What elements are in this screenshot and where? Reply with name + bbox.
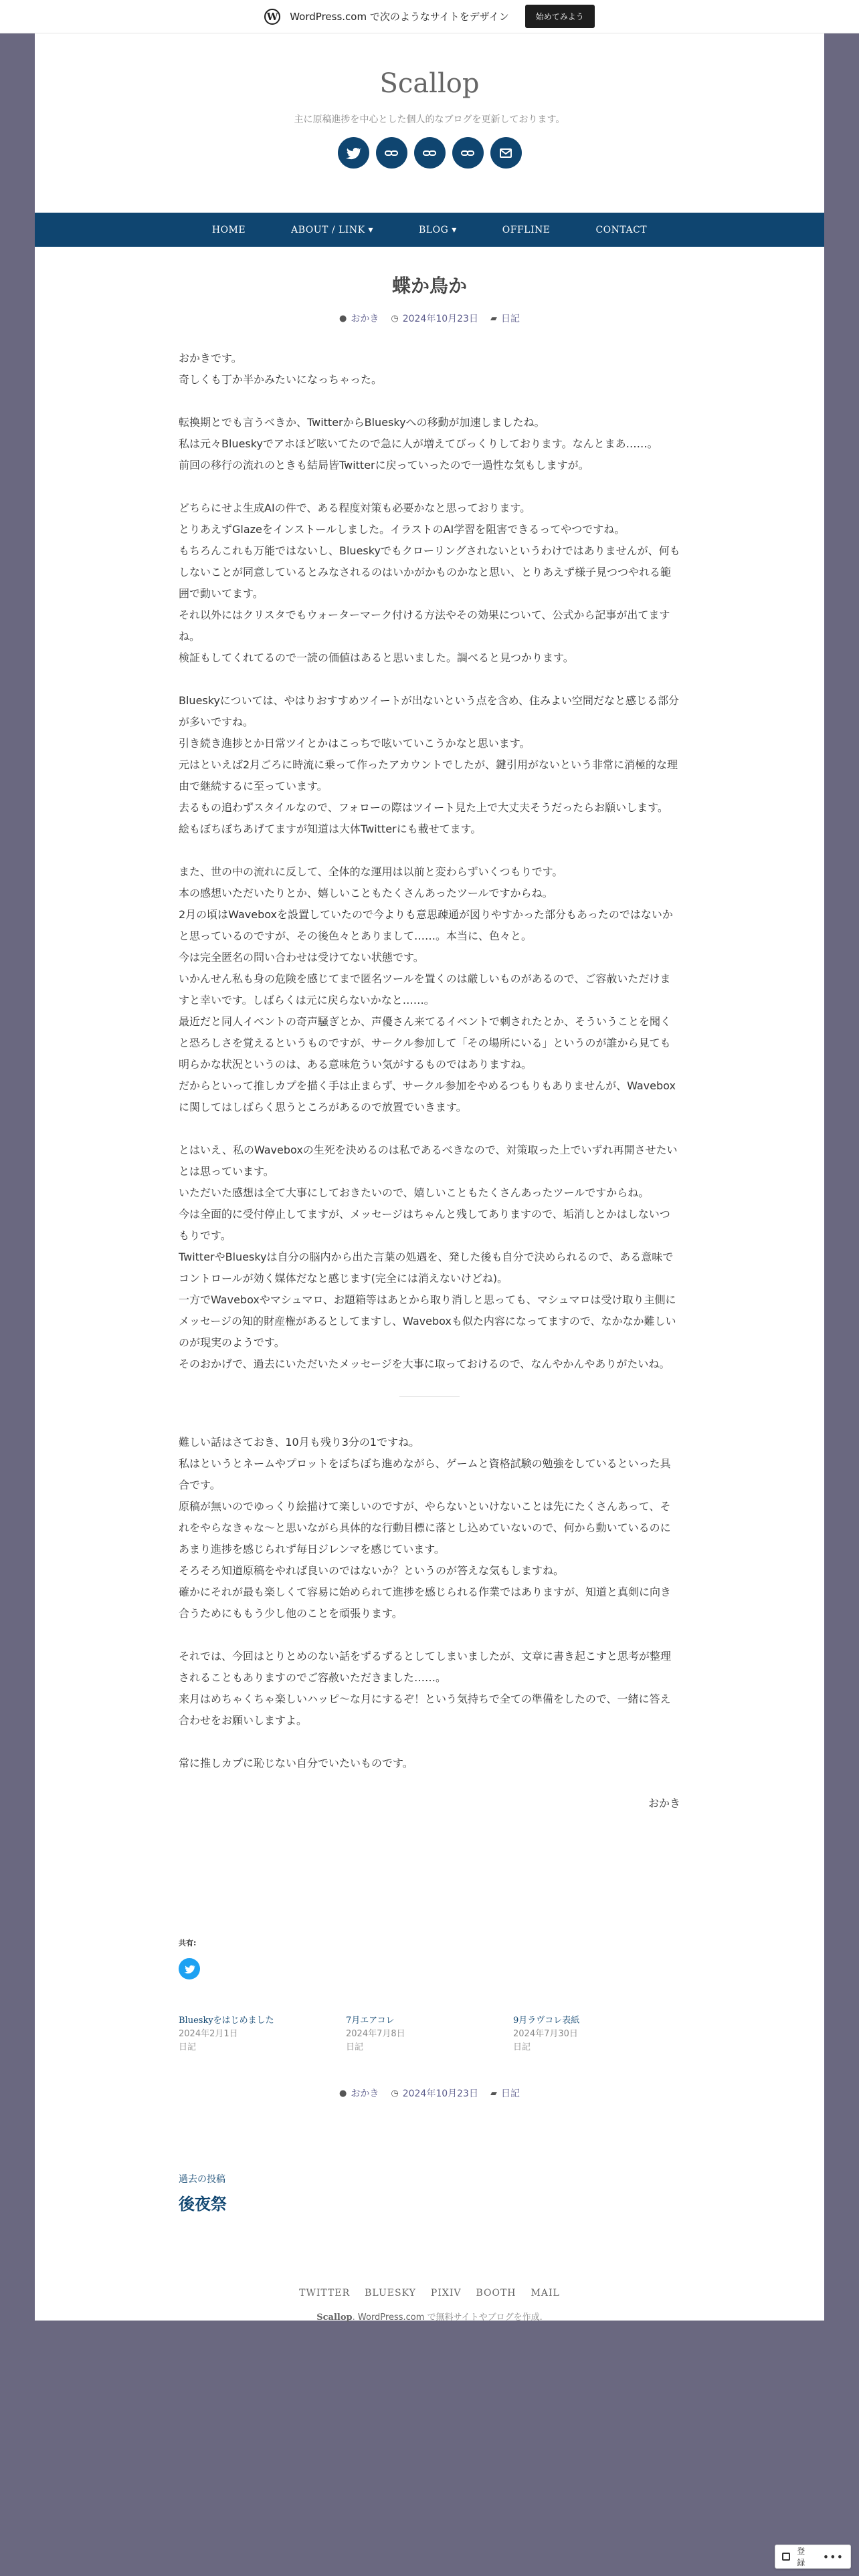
post-paragraph: おかきです。 奇しくも丁か半かみたいになっちゃった。	[179, 352, 383, 386]
person-icon: ●	[339, 2088, 347, 2099]
post-paragraph: 転換期とでも言うべきか、TwitterからBlueskyへの移動が加速しましたね。 私は元々Blueskyでアホほど呟いてたので急に人が増えてびっくりしております。なんとまあ……。 前回の移行の流れのときも結局皆Twitterに戻っていったので一過性な気もしますが。	[179, 416, 658, 471]
related-post[interactable]	[513, 2014, 680, 2054]
related-post-title[interactable]: 9月ラヴコレ表紙	[513, 2016, 580, 2026]
clock-icon: ◷	[391, 2088, 399, 2099]
post-content	[179, 348, 680, 1814]
folder-icon: ▰	[490, 313, 497, 324]
page-container	[35, 33, 824, 2321]
post-author[interactable]	[339, 2086, 379, 2100]
related-post-title[interactable]: 7月エアコレ	[346, 2016, 395, 2026]
post-paragraph: それでは、今回はとりとめのない話をずるずるとしてしまいましたが、文章に書き起こすと思考が整理されることもありますのでご容赦いただきました……。 来月はめちゃくちゃ楽しいハッピ〜な月にするぞ！という気持ちで全ての準備をしたので、一緒に答え合わせをお願いしますよ。	[179, 1650, 672, 1727]
post-paragraph: また、世の中の流れに反して、全体的な運用は以前と変わらずいくつもりです。 本の感想いただいたりとか、嬉しいこともたくさんあったツールですからね。 2月の頃はWaveboxを設置していたので今よりも意思疎通が図りやすかった部分もあったのではないかと思っているのですが、その後色々とありまして……。本当に、色々と。 今は完全匿名の問い合わせは受けてない状態です。 いかんせん私も身の危険を感じてまで匿名ツールを置くのは厳しいものがあるので、ご容赦いただけますと幸いです。しばらくは元に戻らないかなと……。 最近だと同人イベントの奇声騒ぎとか、声優さん来てるイベントで刺されたとか、そういうことを聞くと恐ろしさを覚えるというものですが、サークル参加して「その場所にいる」というのが誰から見ても明らかな状況というのは、ある意味危うい気がするものではありますね。 だからといって推しカプを描く手は止まらず、サークル参加をやめるつもりもありませんが、Waveboxに関してはしばらく思うところがあるので放置でいきます。	[179, 865, 676, 1113]
post-title: 蝶か鳥か	[391, 275, 467, 297]
post-category-text: 日記	[500, 2088, 520, 2099]
related-post-category: 日記	[346, 2042, 364, 2052]
nav-item-about-link[interactable]: ABOUT / LINK ▾	[291, 224, 374, 235]
signup-badge[interactable]	[775, 2545, 851, 2569]
folder-icon: ▰	[490, 2088, 497, 2099]
post-author-name: おかき	[351, 314, 379, 324]
related-post[interactable]	[179, 2014, 346, 2054]
post-paragraph: とはいえ、私のWaveboxの生死を決めるのは私であるべきなので、対策取った上でいずれ再開させたいとは思っています。 いただいた感想は全て大事にしておきたいので、嬉しいこともたくさんあったツールですからね。 今は全面的に受付停止してますが、メッセージはちゃんと残してありますので、垢消しとかはしないつもりです。 TwitterやBlueskyは自分の脳内から出た言葉の処遇を、発した後も自分で決められるので、ある意味でコントロールが効く媒体だなと感じます(完全には消えないけどね)。 一方でWaveboxやマシュマロ、お題箱等はあとから取り消しと思っても、マシュマロは受け取り主側にメッセージの知的財産権があるとしてますし、Waveboxも似た内容になってますので、なかなか難しいのが現実のようです。 そのおかげで、過去にいただいたメッセージを大事に取っておけるので、なんやかんやありがたいね。	[179, 1144, 678, 1370]
link-icon[interactable]	[452, 137, 484, 169]
related-post-date: 2024年7月30日	[513, 2029, 578, 2039]
post-meta	[35, 312, 824, 325]
related-post-date: 2024年2月1日	[179, 2029, 238, 2039]
link-icon[interactable]	[414, 137, 446, 169]
get-started-button[interactable]: 始めてみよう	[525, 5, 595, 28]
related-post[interactable]	[346, 2014, 513, 2054]
post-signature: おかき	[648, 1797, 680, 1810]
related-post-date: 2024年7月8日	[346, 2029, 405, 2039]
site-description: 主に原稿進捗を中心とした個人的なブログを更新しております。	[294, 114, 565, 125]
footer-link-mail[interactable]: MAIL	[531, 2288, 560, 2298]
nav-item-home[interactable]: HOME	[211, 224, 246, 235]
post-author[interactable]	[339, 312, 379, 325]
footer-tagline: で無料サイトやブログを作成.	[424, 2313, 543, 2323]
social-links	[35, 137, 824, 169]
twitter-icon[interactable]	[338, 137, 369, 169]
footer-link-pixiv[interactable]: PIXIV	[430, 2288, 462, 2298]
more-options-icon[interactable]: •••	[822, 2550, 844, 2563]
wordpress-promo-bar	[0, 0, 859, 33]
share-twitter-icon[interactable]	[179, 1958, 200, 1979]
post-meta-footer	[35, 2086, 824, 2100]
footer-link-twitter[interactable]: TWITTER	[299, 2288, 351, 2298]
reader-icon	[782, 2553, 790, 2561]
section-separator	[399, 1396, 460, 1397]
post-paragraph: Blueskyについては、やはりおすすめツイートが出ないという点を含め、住みよい空間だなと感じる部分が多いですね。 引き続き進捗とか日常ツイとかはこっちで呟いていこうかなと思います。 元はといえば2月ごろに時流に乗って作ったアカウントでしたが、鍵引用がないという非常に消極的な理由で継続するに至っています。 去るもの追わずスタイルなので、フォローの際はツイート見た上で大丈夫そうだったらお願いします。 絵もぼちぼちあげてますが知道は大体Twitterにも載せてます。	[179, 694, 679, 835]
footer-link-bluesky[interactable]: BLUESKY	[365, 2288, 416, 2298]
post-author-name: おかき	[351, 2088, 379, 2099]
nav-item-blog[interactable]: BLOG ▾	[419, 224, 457, 235]
wordpress-logo-icon: W	[264, 9, 280, 25]
clock-icon: ◷	[391, 313, 399, 324]
footer-wordpress-link[interactable]: WordPress.com	[357, 2313, 425, 2323]
nav-item-contact[interactable]: CONTACT	[595, 224, 648, 235]
post-paragraph: 難しい話はさておき、10月も残り3分の1ですね。 私はというとネームやプロットをぼちぼち進めながら、ゲームと資格試験の勉強をしているといった具合です。 原稿が無いのでゆっくり絵描けて楽しいのですが、やらないといけないことは先にたくさんあって、それをやらなきゃな〜と思いながら具体的な行動目標に落とし込めていないので、何から動いているのにあまり進捗を感じられず毎日ジレンマを感じています。 そろそろ知道原稿をやれば良いのではないか？というのが答えな気もしますね。 確かにそれが最も楽しくて容易に始められて進捗を感じられる作業ではありますが、知道と真剣に向き合うためにももう少し他のことを頑張ります。	[179, 1436, 672, 1620]
post-date-text: 2024年10月23日	[402, 2088, 478, 2099]
link-icon[interactable]	[376, 137, 407, 169]
person-icon: ●	[339, 313, 347, 324]
post-paragraph: 常に推しカプに恥じない自分でいたいものです。	[179, 1757, 413, 1769]
main-navigation	[35, 213, 824, 247]
site-title[interactable]: Scallop	[379, 68, 480, 99]
related-post-category: 日記	[179, 2042, 197, 2052]
previous-post-link[interactable]: 後夜祭	[179, 2195, 227, 2214]
email-icon[interactable]	[490, 137, 522, 169]
wordpress-promo-text: WordPress.com で次のようなサイトをデザイン	[290, 11, 509, 23]
footer-links	[35, 2288, 824, 2298]
post-date[interactable]	[391, 312, 478, 325]
post-date[interactable]	[391, 2086, 478, 2100]
post-paragraph: どちらにせよ生成AIの件で、ある程度対策も必要かなと思っております。 とりあえずGlazeをインストールしました。イラストのAI学習を阻害できるってやつですね。 もちろんこれも万能ではないし、Blueskyでもクローリングされないというわけではありませんが、何もしないことが同意しているとみなされるのはいかがかものかなと思い、とりあえず様子見つつやれる範囲で動いてます。 それ以外にはクリスタでもウォーターマーク付ける方法やその効果について、公式から記事が出てますね。 検証もしてくれてるので一読の価値はあると思いました。調べると見つかります。	[179, 502, 680, 664]
previous-post-label: 過去の投稿	[179, 2174, 225, 2185]
related-post-title[interactable]: Blueskyをはじめました	[179, 2016, 274, 2026]
post-date-text: 2024年10月23日	[402, 314, 478, 324]
signup-label[interactable]: 登録	[797, 2547, 805, 2567]
share-label: 共有:	[179, 1939, 197, 1947]
footer-brand[interactable]: Scallop	[316, 2313, 353, 2323]
related-posts	[179, 2014, 680, 2054]
footer-credit: Scallop. WordPress.com で無料サイトやブログを作成.	[316, 2313, 543, 2323]
related-post-category: 日記	[513, 2042, 531, 2052]
post-category-text: 日記	[500, 314, 520, 324]
post-category[interactable]	[490, 2086, 520, 2100]
post-category[interactable]	[490, 312, 520, 325]
footer-link-booth[interactable]: BOOTH	[476, 2288, 516, 2298]
nav-item-offline[interactable]: OFFLINE	[502, 224, 551, 235]
post-body-part-1	[179, 348, 680, 1375]
post-body-part-2	[179, 1432, 680, 1774]
